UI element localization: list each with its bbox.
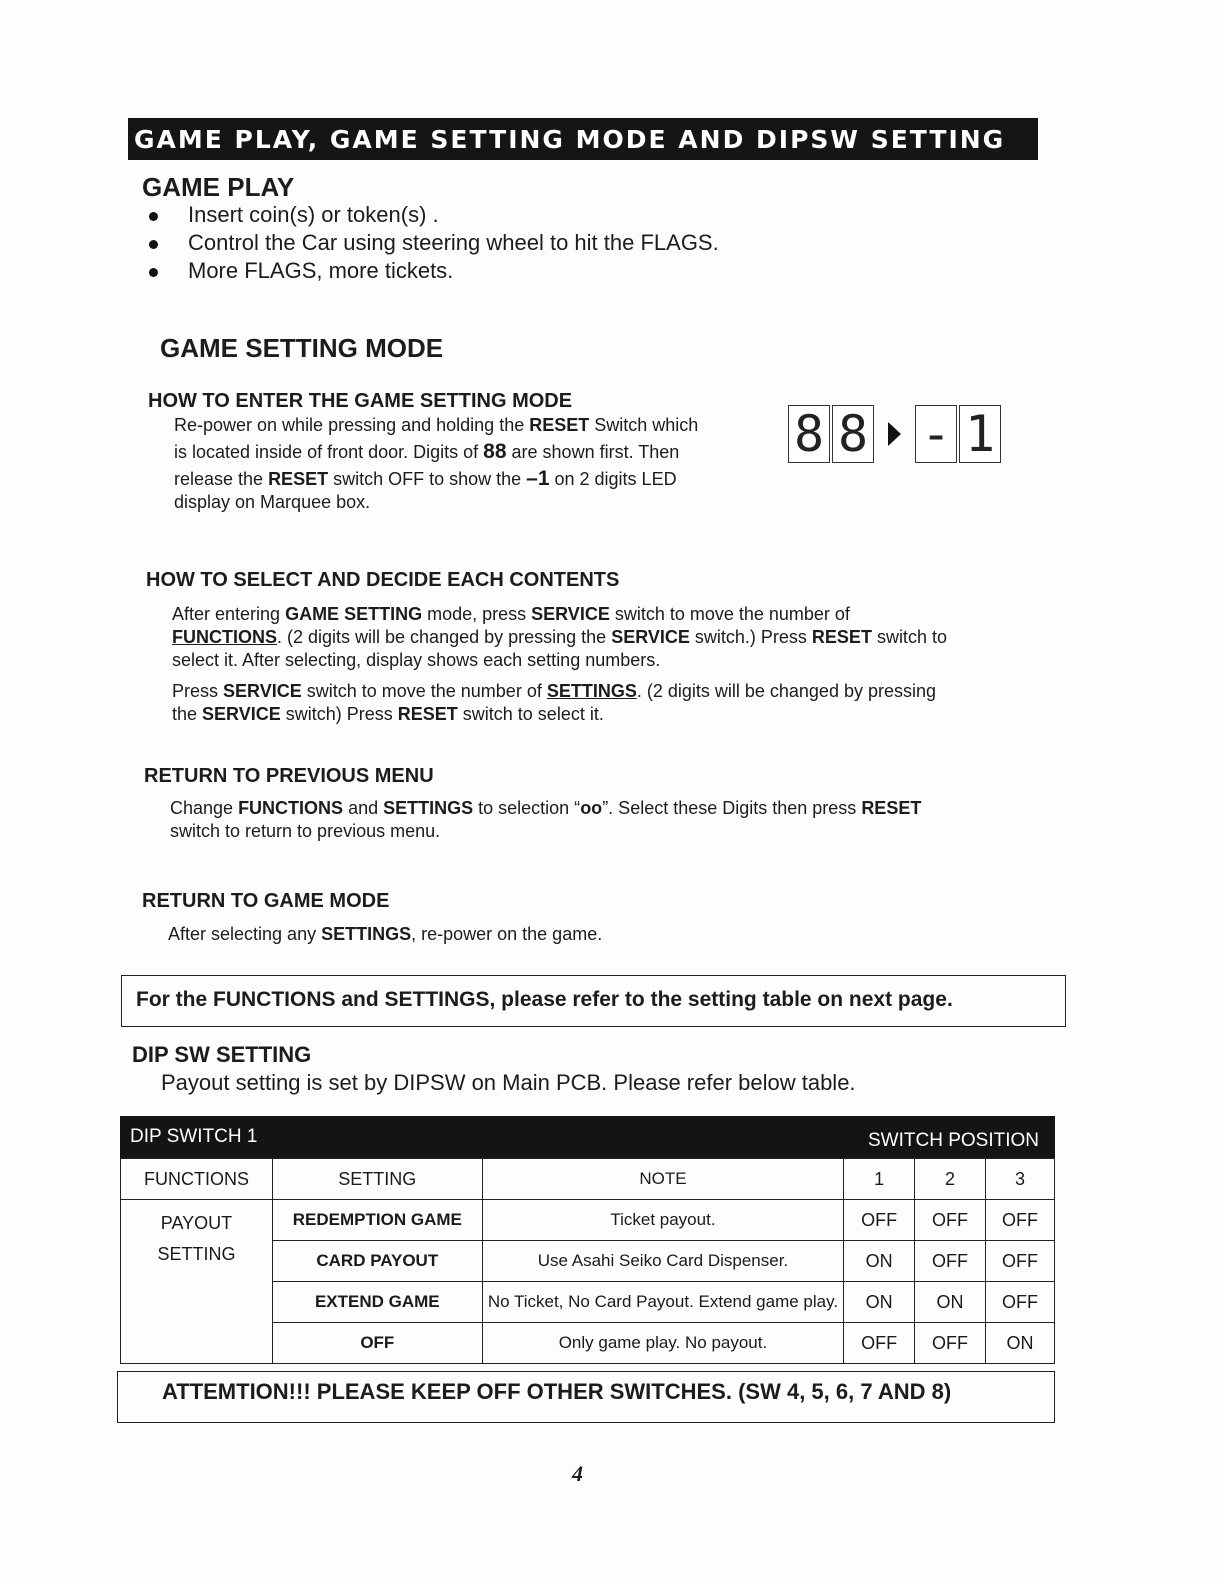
page-banner: GAME PLAY, GAME SETTING MODE AND DIPSW SETTING xyxy=(128,118,1038,160)
game-play-heading: GAME PLAY xyxy=(142,172,295,202)
switch-cell: OFF xyxy=(915,1241,986,1282)
switch-cell: ON xyxy=(915,1282,986,1323)
led-digit: 8 xyxy=(832,405,874,463)
column-header: SETTING xyxy=(272,1159,482,1200)
setting-cell: EXTEND GAME xyxy=(272,1282,482,1323)
table-header-row xyxy=(121,1159,1055,1200)
led-digit: - xyxy=(915,405,957,463)
list-item-text: Insert coin(s) or token(s) . xyxy=(188,202,439,227)
switch-cell: OFF xyxy=(844,1200,915,1241)
column-header: 3 xyxy=(986,1159,1055,1200)
column-header: NOTE xyxy=(482,1159,843,1200)
switch-cell: OFF xyxy=(986,1282,1055,1323)
note-cell: Use Asahi Seiko Card Dispenser. xyxy=(482,1241,843,1282)
return-previous-heading: RETURN TO PREVIOUS MENU xyxy=(144,765,434,787)
switch-cell: ON xyxy=(844,1241,915,1282)
list-item-text: Control the Car using steering wheel to hit the FLAGS. xyxy=(188,230,719,255)
enter-line-4: display on Marquee box. xyxy=(174,492,371,512)
list-item-text: More FLAGS, more tickets. xyxy=(188,258,454,283)
led-display-illustration xyxy=(788,405,1003,463)
setting-cell: OFF xyxy=(272,1323,482,1364)
function-line: SETTING xyxy=(157,1244,236,1264)
dip-sw-description: Payout setting is set by DIPSW on Main PCB. Please refer below table. xyxy=(161,1070,856,1095)
enter-mode-text xyxy=(174,414,764,514)
note-cell: No Ticket, No Card Payout. Extend game play. xyxy=(482,1282,843,1323)
select-para-1-line-3: select it. After selecting, display shows each setting numbers. xyxy=(172,650,661,670)
list-item xyxy=(146,257,846,285)
dip-switch-table xyxy=(120,1116,1055,1364)
table-title-bar xyxy=(120,1116,1055,1158)
switch-cell: OFF xyxy=(844,1323,915,1364)
return-previous-text xyxy=(170,797,1050,843)
note-cell: Ticket payout. xyxy=(482,1200,843,1241)
select-para-2-line-1: Press SERVICE switch to move the number of SETTINGS. (2 digits will be changed by pressing xyxy=(172,681,937,701)
select-para-1-line-1: After entering GAME SETTING mode, press SERVICE switch to move the number of xyxy=(172,604,850,624)
list-item xyxy=(146,201,846,229)
enter-line-1: Re-power on while pressing and holding the RESET Switch which xyxy=(174,415,699,435)
page-number: 4 xyxy=(572,1461,583,1486)
switch-position-label: SWITCH POSITION xyxy=(868,1130,1039,1151)
list-item xyxy=(146,229,846,257)
bullet-icon xyxy=(149,240,158,249)
table-row xyxy=(121,1200,1055,1241)
led-digit: 1 xyxy=(959,405,1001,463)
return-previous-line-1: Change FUNCTIONS and SETTINGS to selection “oo”. Select these Digits then press RESET xyxy=(170,798,922,818)
switch-cell: ON xyxy=(986,1323,1055,1364)
bullet-icon xyxy=(149,212,158,221)
function-cell xyxy=(121,1200,273,1364)
bullet-icon xyxy=(149,268,158,277)
function-line: PAYOUT xyxy=(160,1213,233,1233)
return-game-line: After selecting any SETTINGS, re-power on the game. xyxy=(168,924,603,944)
switch-cell: ON xyxy=(844,1282,915,1323)
arrow-right-icon xyxy=(888,422,901,446)
switch-cell: OFF xyxy=(986,1241,1055,1282)
select-para-1-line-2: FUNCTIONS. (2 digits will be changed by pressing the SERVICE switch.) Press RESET switch to xyxy=(172,627,947,647)
switch-cell: OFF xyxy=(915,1200,986,1241)
switch-cell: OFF xyxy=(915,1323,986,1364)
game-play-list xyxy=(146,201,846,285)
enter-line-3: release the RESET switch OFF to show the –1 on 2 digits LED xyxy=(174,467,677,490)
return-game-text xyxy=(168,923,1048,946)
dip-table xyxy=(120,1158,1055,1364)
select-text xyxy=(172,603,1052,726)
column-header: 2 xyxy=(915,1159,986,1200)
enter-mode-heading: HOW TO ENTER THE GAME SETTING MODE xyxy=(148,390,573,412)
column-header: 1 xyxy=(844,1159,915,1200)
setting-cell: REDEMPTION GAME xyxy=(272,1200,482,1241)
return-game-heading: RETURN TO GAME MODE xyxy=(142,890,390,912)
enter-line-2: is located inside of front door. Digits of 88 are shown first. Then xyxy=(174,440,680,463)
game-setting-mode-heading: GAME SETTING MODE xyxy=(160,333,444,363)
note-cell: Only game play. No payout. xyxy=(482,1323,843,1364)
select-para-2-line-2: the SERVICE switch) Press RESET switch to select it. xyxy=(172,704,604,724)
table-name: DIP SWITCH 1 xyxy=(130,1126,258,1147)
switch-cell: OFF xyxy=(986,1200,1055,1241)
column-header: FUNCTIONS xyxy=(121,1159,273,1200)
led-digit: 8 xyxy=(788,405,830,463)
attention-box: ATTEMTION!!! PLEASE KEEP OFF OTHER SWITCHES. (SW 4, 5, 6, 7 AND 8) xyxy=(117,1371,1055,1423)
select-heading: HOW TO SELECT AND DECIDE EACH CONTENTS xyxy=(146,569,620,591)
setting-cell: CARD PAYOUT xyxy=(272,1241,482,1282)
refer-note-box: For the FUNCTIONS and SETTINGS, please refer to the setting table on next page. xyxy=(121,975,1066,1027)
return-previous-line-2: switch to return to previous menu. xyxy=(170,821,441,841)
dip-sw-heading: DIP SW SETTING xyxy=(132,1042,312,1067)
